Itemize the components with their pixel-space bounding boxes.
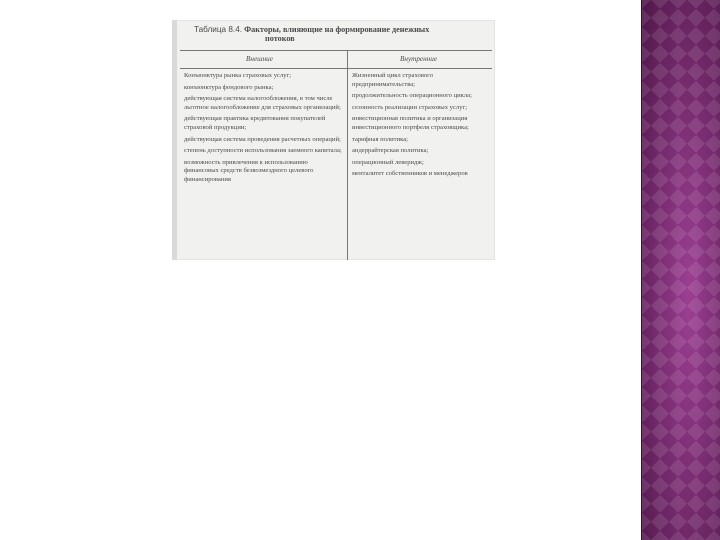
column-divider <box>347 50 348 260</box>
list-item: операционный леверидж; <box>352 158 424 166</box>
list-item: продолжительность операционного цикла; <box>352 92 472 100</box>
list-item: возможность привлечения к использованию финансовых средств безвозмездного целевого финансирования <box>184 158 314 183</box>
list-item: Жизненный цикл страхового предпринимательства; <box>352 72 434 88</box>
table-title <box>194 25 429 35</box>
list-item: тарифная политика; <box>352 135 408 143</box>
table-caption-line1: Факторы, влияющие на формирование денежных <box>244 25 430 34</box>
column-header-external: Внешние <box>246 55 273 63</box>
list-item: сезонность реализации страховых услуг; <box>352 103 468 111</box>
table-top-border <box>180 50 492 51</box>
list-item: действующая система проведения расчетных операций; <box>184 135 341 143</box>
decorative-side-bar <box>642 0 720 540</box>
scan-edge <box>172 20 177 260</box>
scanned-table-image <box>172 20 495 260</box>
list-item: менталитет собственников и менеджеров <box>352 170 468 178</box>
list-item: действующая практика кредитования покупателей страховой продукции; <box>184 115 326 131</box>
header-divider <box>180 68 492 69</box>
internal-factors-column <box>352 72 490 182</box>
list-item: конъюнктура фондового рынка; <box>184 83 274 91</box>
list-item: действующая система налогообложения, в том числе льготное налогообложение для страховых организаций; <box>184 95 341 111</box>
list-item: Конъюнктура рынка страховых услуг; <box>184 72 292 79</box>
list-item: степень доступности использования заемного капитала; <box>184 147 342 155</box>
column-header-internal: Внутренние <box>400 55 438 63</box>
table-caption-line2: потоков <box>265 34 295 43</box>
external-factors-column <box>184 72 344 188</box>
list-item: инвестиционная политика и организация инвестиционного портфеля страховщика; <box>352 115 469 131</box>
table-number: Таблица 8.4. <box>194 25 243 34</box>
list-item: андеррайтерская политика; <box>352 147 429 155</box>
